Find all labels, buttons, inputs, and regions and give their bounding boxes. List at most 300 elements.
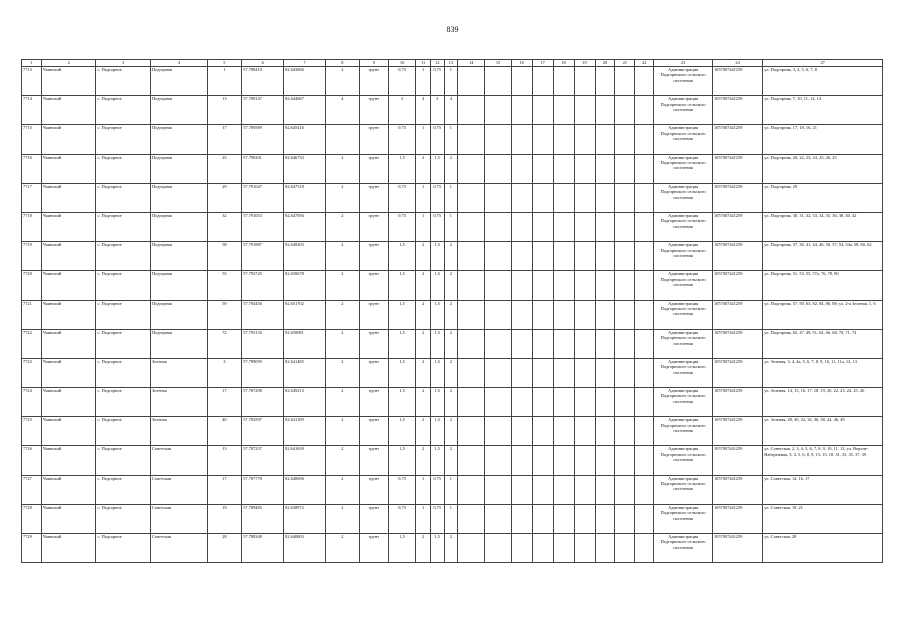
cell-lat: 57.793725	[242, 271, 284, 300]
cell-c10: 0,75	[388, 504, 415, 533]
table-row	[22, 329, 883, 358]
cell-addr: ул. Советская, 14, 16, 17	[763, 475, 883, 504]
cell-lon: 82.651702	[284, 300, 326, 329]
cell-empty	[553, 329, 574, 358]
column-header: 4	[150, 60, 207, 67]
column-header: 17	[532, 60, 553, 67]
column-header: 15	[485, 60, 511, 67]
cell-empty	[485, 300, 511, 329]
cell-empty	[458, 67, 485, 96]
cell-c13: 2	[444, 388, 458, 417]
cell-st: Подгорная	[150, 154, 207, 183]
cell-empty	[553, 67, 574, 96]
cell-empty	[458, 212, 485, 241]
table-row	[22, 96, 883, 125]
cell-org: Администрация Подгорнского сельского поселения	[654, 212, 713, 241]
cell-c10: 1,5	[388, 271, 415, 300]
cell-empty	[615, 271, 635, 300]
cell-st: Подгорная	[150, 67, 207, 96]
cell-c13: 2	[444, 300, 458, 329]
cell-empty	[635, 300, 654, 329]
cell-lon: 82.649213	[284, 388, 326, 417]
cell-empty	[532, 475, 553, 504]
cell-c10: 0,75	[388, 475, 415, 504]
cell-ogrn: 1057007441259	[712, 388, 762, 417]
cell-st: Советская	[150, 475, 207, 504]
cell-empty	[511, 212, 532, 241]
table-row	[22, 504, 883, 533]
cell-org: Администрация Подгорнского сельского поселения	[654, 300, 713, 329]
cell-c13: 2	[444, 417, 458, 446]
cell-st: Подгорная	[150, 329, 207, 358]
cell-c11: 2	[416, 271, 431, 300]
cell-org: Администрация Подгорнского сельского поселения	[654, 154, 713, 183]
cell-ogrn: 1057007441259	[712, 154, 762, 183]
cell-empty	[532, 271, 553, 300]
cell-c10: 1,5	[388, 446, 415, 475]
cell-empty	[615, 329, 635, 358]
cell-c11: 2	[416, 388, 431, 417]
cell-org: Администрация Подгорнского сельского поселения	[654, 125, 713, 154]
cell-empty	[615, 242, 635, 271]
cell-addr: ул. Подгорная, 17, 18, 16, 21	[763, 125, 883, 154]
table-row	[22, 358, 883, 387]
cell-lon: 82.650678	[284, 271, 326, 300]
cell-empty	[511, 504, 532, 533]
cell-empty	[532, 358, 553, 387]
cell-c13: 1	[444, 183, 458, 212]
cell-s: с. Подгорное	[96, 183, 151, 212]
cell-org: Администрация Подгорнского сельского поселения	[654, 417, 713, 446]
cell-c10: 1,5	[388, 154, 415, 183]
column-header: 9	[359, 60, 388, 67]
table-row	[22, 242, 883, 271]
cell-empty	[615, 183, 635, 212]
cell-ogrn: 1057007441259	[712, 67, 762, 96]
cell-n: 7713	[22, 67, 42, 96]
cell-c10: 0,75	[388, 183, 415, 212]
cell-addr: ул. Советская, 2, 3, 4, 5, 6, 7, 8, 9, 10, 11, 12; ул. Верхне-Набережная, 3, 4, 5, 6, 8, 9, 13, 15, 18, 31, 33, 35, 37, 39	[763, 446, 883, 475]
cell-lon: 82.641485	[284, 358, 326, 387]
cell-empty	[511, 388, 532, 417]
cell-empty	[532, 212, 553, 241]
cell-empty	[595, 125, 615, 154]
cell-st: Подгорная	[150, 125, 207, 154]
cell-empty	[574, 67, 595, 96]
cell-d: Чаинский	[41, 446, 96, 475]
cell-s: с. Подгорное	[96, 358, 151, 387]
table-row	[22, 212, 883, 241]
cell-st: Советская	[150, 534, 207, 563]
cell-empty	[574, 125, 595, 154]
cell-empty	[458, 242, 485, 271]
cell-d: Чаинский	[41, 212, 96, 241]
cell-c11: 1	[416, 183, 431, 212]
cell-ogrn: 1057007441259	[712, 446, 762, 475]
cell-c13: 1	[444, 504, 458, 533]
column-header: 2	[41, 60, 96, 67]
cell-empty	[458, 534, 485, 563]
cell-lon: 82.645416	[284, 125, 326, 154]
cell-empty	[485, 67, 511, 96]
cell-lat: 57.789147	[242, 96, 284, 125]
cell-empty	[574, 154, 595, 183]
cell-c8: 4	[326, 96, 360, 125]
cell-ogrn: 1057007441259	[712, 358, 762, 387]
cell-s: с. Подгорное	[96, 504, 151, 533]
column-header: 24	[712, 60, 762, 67]
cell-org: Администрация Подгорнского сельского поселения	[654, 67, 713, 96]
cell-st: Зеленая	[150, 358, 207, 387]
column-header: 18	[553, 60, 574, 67]
cell-empty	[615, 154, 635, 183]
cell-s: с. Подгорное	[96, 67, 151, 96]
cell-empty	[615, 96, 635, 125]
cell-empty	[532, 504, 553, 533]
cell-c12: 1,5	[430, 358, 444, 387]
cell-empty	[574, 504, 595, 533]
cell-empty	[553, 212, 574, 241]
cell-s: с. Подгорное	[96, 300, 151, 329]
cell-empty	[615, 417, 635, 446]
cell-d: Чаинский	[41, 271, 96, 300]
table-row	[22, 475, 883, 504]
cell-c12: 1,5	[430, 154, 444, 183]
cell-ogrn: 1057007441259	[712, 242, 762, 271]
cell-empty	[635, 125, 654, 154]
table-row	[22, 300, 883, 329]
cell-empty	[595, 504, 615, 533]
cell-empty	[595, 212, 615, 241]
cell-s: с. Подгорное	[96, 534, 151, 563]
cell-c13: 1	[444, 475, 458, 504]
cell-lat: 57.791887	[242, 242, 284, 271]
cell-c10: 0,75	[388, 67, 415, 96]
cell-lat: 57.794456	[242, 300, 284, 329]
cell-lat: 57.790201	[242, 154, 284, 183]
cell-d: Чаинский	[41, 329, 96, 358]
cell-org: Администрация Подгорнского сельского поселения	[654, 242, 713, 271]
cell-empty	[615, 212, 635, 241]
cell-st: Подгорная	[150, 212, 207, 241]
cell-empty	[615, 358, 635, 387]
cell-c10: 0,75	[388, 125, 415, 154]
cell-c9: грунт	[359, 154, 388, 183]
cell-empty	[511, 417, 532, 446]
cell-st: Подгорная	[150, 96, 207, 125]
cell-c10: 3	[388, 96, 415, 125]
cell-empty	[532, 446, 553, 475]
cell-c13: 1	[444, 125, 458, 154]
column-header: 12	[430, 60, 444, 67]
cell-n: 7717	[22, 183, 42, 212]
cell-empty	[595, 154, 615, 183]
cell-ogrn: 1057007441259	[712, 534, 762, 563]
cell-d: Чаинский	[41, 67, 96, 96]
cell-c12: 0,75	[430, 67, 444, 96]
table-row	[22, 388, 883, 417]
cell-empty	[511, 329, 532, 358]
table-row	[22, 125, 883, 154]
cell-h: 3	[207, 358, 242, 387]
cell-lat: 57.789059	[242, 358, 284, 387]
cell-ogrn: 1057007441259	[712, 183, 762, 212]
cell-c9: грунт	[359, 212, 388, 241]
cell-c13: 2	[444, 358, 458, 387]
cell-c10: 1,5	[388, 534, 415, 563]
cell-empty	[485, 183, 511, 212]
cell-empty	[595, 271, 615, 300]
cell-c12: 1,5	[430, 242, 444, 271]
table-row	[22, 271, 883, 300]
cell-empty	[553, 300, 574, 329]
cell-empty	[458, 154, 485, 183]
data-table	[21, 59, 883, 563]
column-header: 16	[511, 60, 532, 67]
cell-c12: 3	[430, 96, 444, 125]
cell-n: 7720	[22, 271, 42, 300]
cell-empty	[574, 388, 595, 417]
cell-empty	[615, 300, 635, 329]
cell-empty	[458, 183, 485, 212]
cell-ogrn: 1057007441259	[712, 125, 762, 154]
cell-empty	[595, 358, 615, 387]
cell-d: Чаинский	[41, 183, 96, 212]
cell-c12: 1,5	[430, 446, 444, 475]
cell-lat: 57.783597	[242, 417, 284, 446]
cell-c13: 2	[444, 446, 458, 475]
cell-c11: 1	[416, 67, 431, 96]
cell-empty	[595, 242, 615, 271]
cell-addr: ул. Подгорная, 51, 53, 55, 57а, 76, 78, 80	[763, 271, 883, 300]
cell-empty	[553, 504, 574, 533]
cell-empty	[635, 271, 654, 300]
column-header: 13	[444, 60, 458, 67]
cell-empty	[635, 417, 654, 446]
cell-empty	[574, 212, 595, 241]
cell-empty	[635, 242, 654, 271]
cell-s: с. Подгорное	[96, 388, 151, 417]
cell-ogrn: 1057007441259	[712, 417, 762, 446]
cell-st: Советская	[150, 504, 207, 533]
cell-empty	[574, 358, 595, 387]
cell-empty	[485, 96, 511, 125]
cell-org: Администрация Подгорнского сельского поселения	[654, 504, 713, 533]
cell-h: 17	[207, 125, 242, 154]
cell-empty	[553, 154, 574, 183]
cell-empty	[595, 183, 615, 212]
cell-empty	[574, 329, 595, 358]
cell-c8: 2	[326, 67, 360, 96]
cell-org: Администрация Подгорнского сельского поселения	[654, 358, 713, 387]
cell-n: 7725	[22, 417, 42, 446]
cell-h: 59	[207, 300, 242, 329]
cell-empty	[532, 329, 553, 358]
cell-empty	[574, 183, 595, 212]
cell-empty	[532, 388, 553, 417]
cell-d: Чаинский	[41, 300, 96, 329]
cell-addr: ул. Подгорная, 57, 59, 63, 82, 84, 86, 88; ул. 2-я Зеленая, 1, 6	[763, 300, 883, 329]
cell-c10: 1,5	[388, 388, 415, 417]
cell-c13: 4	[444, 96, 458, 125]
cell-h: 17	[207, 388, 242, 417]
cell-c10: 0,75	[388, 212, 415, 241]
cell-lon: 82.640803	[284, 534, 326, 563]
cell-c8: 2	[326, 300, 360, 329]
cell-c11: 1	[416, 504, 431, 533]
cell-h: 58	[207, 242, 242, 271]
cell-lon: 82.646733	[284, 154, 326, 183]
cell-org: Администрация Подгорнского сельского поселения	[654, 475, 713, 504]
cell-empty	[595, 534, 615, 563]
cell-c9: грунт	[359, 96, 388, 125]
table-row	[22, 534, 883, 563]
cell-c8: 2	[326, 242, 360, 271]
cell-empty	[553, 242, 574, 271]
cell-empty	[511, 67, 532, 96]
cell-n: 7727	[22, 475, 42, 504]
cell-ogrn: 1057007441259	[712, 475, 762, 504]
cell-h: 1	[207, 67, 242, 96]
cell-addr: ул. Подгорная, 37, 39, 41, 44, 46, 50, 57, 54, 54а, 58, 60, 62	[763, 242, 883, 271]
cell-c8: 2	[326, 358, 360, 387]
cell-c9: грунт	[359, 271, 388, 300]
cell-addr: ул. Зеленая, 14, 15, 16, 17, 18, 19, 20, 22, 23, 24, 25, 26	[763, 388, 883, 417]
cell-c10: 1,5	[388, 417, 415, 446]
cell-empty	[615, 446, 635, 475]
cell-empty	[511, 96, 532, 125]
cell-empty	[615, 534, 635, 563]
cell-empty	[458, 388, 485, 417]
cell-c9: грунт	[359, 67, 388, 96]
cell-st: Подгорная	[150, 183, 207, 212]
cell-c8: 2	[326, 212, 360, 241]
cell-lat: 57.787237	[242, 446, 284, 475]
cell-h: 13	[207, 96, 242, 125]
cell-c11: 1	[416, 212, 431, 241]
column-header: 8	[326, 60, 360, 67]
cell-empty	[635, 475, 654, 504]
cell-lon: 82.649203	[284, 242, 326, 271]
cell-lon: 82.638972	[284, 504, 326, 533]
cell-lon: 82.644667	[284, 96, 326, 125]
table-row	[22, 154, 883, 183]
cell-h: 13	[207, 446, 242, 475]
cell-empty	[511, 446, 532, 475]
cell-empty	[458, 446, 485, 475]
column-header: 1	[22, 60, 42, 67]
column-header: 20	[595, 60, 615, 67]
cell-empty	[574, 534, 595, 563]
cell-c12: 1,5	[430, 271, 444, 300]
table-row	[22, 446, 883, 475]
cell-h: 40	[207, 417, 242, 446]
cell-c8: 2	[326, 534, 360, 563]
cell-st: Зеленая	[150, 388, 207, 417]
cell-empty	[511, 125, 532, 154]
cell-st: Советская	[150, 446, 207, 475]
cell-c13: 1	[444, 212, 458, 241]
cell-empty	[635, 446, 654, 475]
cell-c9: грунт	[359, 300, 388, 329]
cell-empty	[553, 534, 574, 563]
cell-h: 29	[207, 183, 242, 212]
cell-empty	[511, 534, 532, 563]
cell-lat: 57.789589	[242, 125, 284, 154]
cell-n: 7714	[22, 96, 42, 125]
cell-h: 55	[207, 271, 242, 300]
column-header: 5	[207, 60, 242, 67]
cell-empty	[635, 212, 654, 241]
cell-empty	[458, 417, 485, 446]
cell-addr: ул. Подгорная, 30, 31, 32, 33, 34, 35, 36, 38, 40, 42	[763, 212, 883, 241]
cell-lat: 57.791053	[242, 212, 284, 241]
cell-ogrn: 1057007441259	[712, 96, 762, 125]
cell-c8: 2	[326, 504, 360, 533]
cell-c11: 2	[416, 358, 431, 387]
cell-n: 7716	[22, 154, 42, 183]
cell-n: 7728	[22, 504, 42, 533]
cell-lon: 82.640696	[284, 475, 326, 504]
column-header: 11	[416, 60, 431, 67]
cell-empty	[635, 329, 654, 358]
cell-empty	[532, 125, 553, 154]
cell-lat: 57.788348	[242, 534, 284, 563]
table-row	[22, 417, 883, 446]
cell-empty	[595, 96, 615, 125]
cell-empty	[553, 271, 574, 300]
cell-c12: 0,75	[430, 504, 444, 533]
cell-c11: 2	[416, 300, 431, 329]
cell-c12: 0,75	[430, 183, 444, 212]
cell-empty	[595, 475, 615, 504]
cell-c12: 0,75	[430, 212, 444, 241]
cell-c8: 2	[326, 154, 360, 183]
cell-c12: 1,5	[430, 300, 444, 329]
cell-empty	[485, 534, 511, 563]
cell-empty	[574, 475, 595, 504]
cell-s: с. Подгорное	[96, 271, 151, 300]
cell-empty	[511, 154, 532, 183]
cell-s: с. Подгорное	[96, 242, 151, 271]
cell-c13: 2	[444, 154, 458, 183]
cell-st: Подгорная	[150, 300, 207, 329]
cell-s: с. Подгорное	[96, 212, 151, 241]
cell-c11: 2	[416, 446, 431, 475]
cell-n: 7726	[22, 446, 42, 475]
column-header: 23	[654, 60, 713, 67]
cell-org: Администрация Подгорнского сельского поселения	[654, 183, 713, 212]
cell-empty	[485, 212, 511, 241]
cell-c8: 2	[326, 475, 360, 504]
cell-addr: ул. Советская, 28	[763, 534, 883, 563]
column-header: 19	[574, 60, 595, 67]
cell-s: с. Подгорное	[96, 96, 151, 125]
cell-c11: 2	[416, 242, 431, 271]
cell-empty	[553, 475, 574, 504]
cell-c9: грунт	[359, 417, 388, 446]
cell-org: Администрация Подгорнского сельского поселения	[654, 534, 713, 563]
cell-empty	[458, 475, 485, 504]
cell-empty	[574, 242, 595, 271]
cell-c9: грунт	[359, 534, 388, 563]
cell-s: с. Подгорное	[96, 446, 151, 475]
cell-d: Чаинский	[41, 242, 96, 271]
column-header: 6	[242, 60, 284, 67]
cell-empty	[458, 358, 485, 387]
cell-c11: 2	[416, 417, 431, 446]
cell-h: 25	[207, 154, 242, 183]
